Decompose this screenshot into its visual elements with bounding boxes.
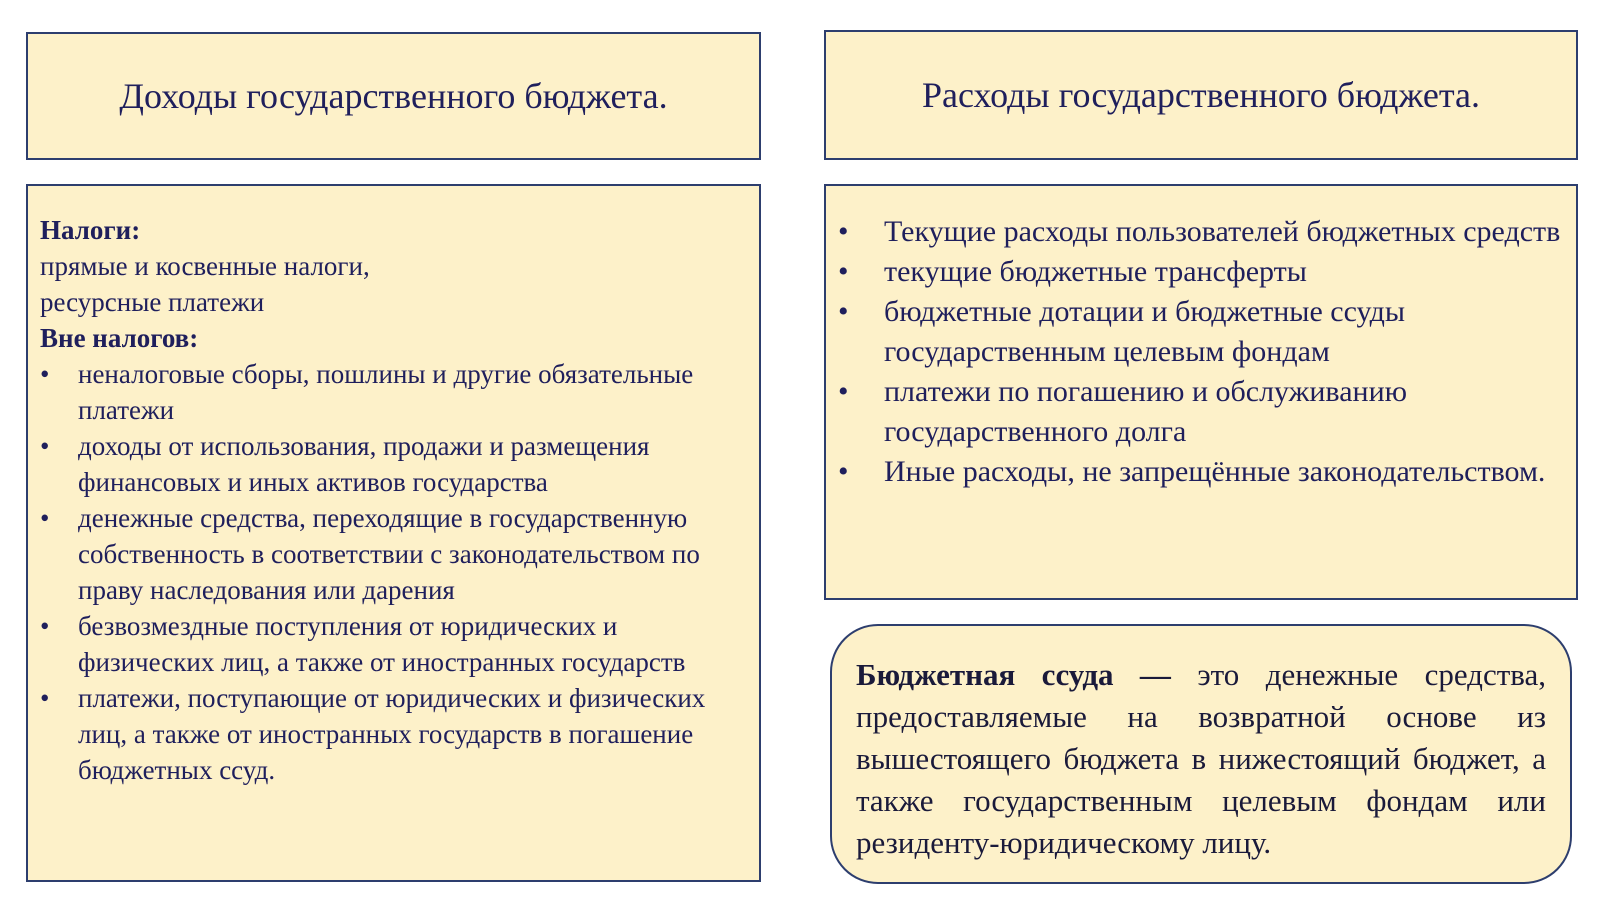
list-item-text: текущие бюджетные трансферты [884,255,1307,288]
definition-box [830,624,1572,884]
taxes-line: прямые и косвенные налоги, [40,251,370,281]
list-item [40,356,747,428]
definition-term: Бюджетная ссуда — [856,657,1171,692]
expense-title-box [824,30,1578,160]
list-item [40,608,747,680]
list-item-text: бюджетные дотации и бюджетные ссуды государственным целевым фондам [884,295,1406,368]
list-item [40,500,747,608]
income-title-box [26,32,761,160]
expense-title: Расходы государственного бюджета. [922,75,1480,115]
income-title: Доходы государственного бюджета. [119,76,668,116]
list-item [40,428,747,500]
bullet-icon: • [838,215,849,248]
list-item [838,212,1562,252]
list-item-text: платежи по погашению и обслуживанию государственного долга [884,375,1408,448]
list-item [40,680,747,788]
nontax-list [40,356,747,788]
expense-list [838,212,1562,492]
bullet-icon: • [838,455,849,488]
bullet-icon: • [838,375,849,408]
taxes-line: ресурсные платежи [40,287,265,317]
list-item [838,252,1562,292]
list-item [838,372,1562,452]
list-item-text: доходы от использования, продажи и размещения финансовых и иных активов государства [78,431,650,497]
list-item-text: платежи, поступающие от юридических и физических лиц, а также от иностранных государств в погашение бюджетных ссуд. [78,683,706,785]
bullet-icon: • [838,295,849,328]
bullet-icon: • [40,683,50,713]
bullet-icon: • [40,611,50,641]
list-item-text: Иные расходы, не запрещённые законодательством. [884,455,1546,488]
list-item-text: неналоговые сборы, пошлины и другие обязательные платежи [78,359,694,425]
expense-content-box [824,184,1578,600]
list-item-text: Текущие расходы пользователей бюджетных средств [884,215,1561,248]
bullet-icon: • [40,503,50,533]
bullet-icon: • [40,359,50,389]
list-item [838,452,1562,492]
bullet-icon: • [838,255,849,288]
list-item-text: денежные средства, переходящие в государственную собственность в соответствии с законодательством по праву наследования или дарения [78,503,700,605]
definition-text: это денежные средства, предоставляемые на возвратной основе из вышестоящего бюджета в нижестоящий бюджет, а также государственным целевым фондам или резиденту-юридическому лицу. [856,657,1546,860]
list-item-text: безвозмездные поступления от юридических и физических лиц, а также от иностранных государств [78,611,686,677]
income-content-box [26,184,761,882]
list-item [838,292,1562,372]
bullet-icon: • [40,431,50,461]
nontax-heading: Вне налогов: [40,323,199,353]
taxes-heading: Налоги: [40,215,141,245]
